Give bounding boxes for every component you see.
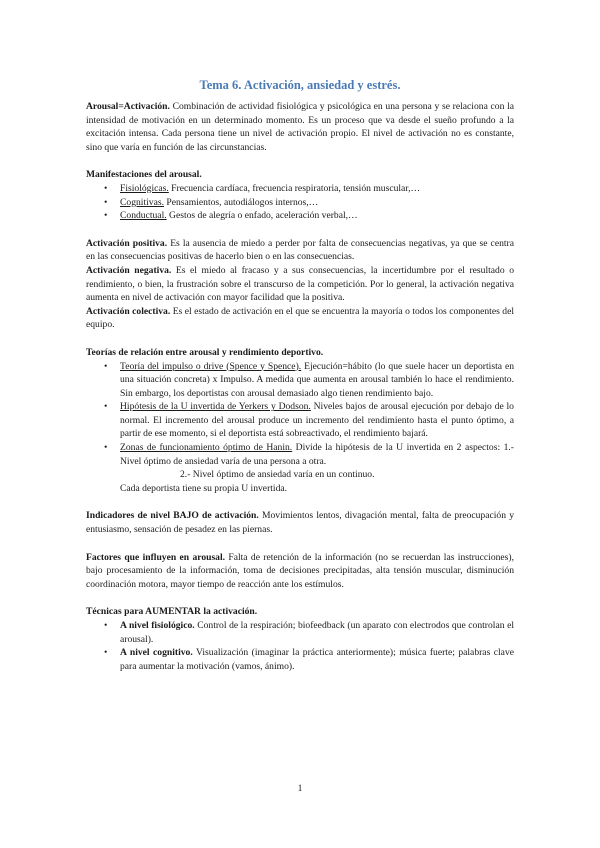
arousal-paragraph bbox=[86, 100, 514, 154]
activacion-positiva-paragraph: Activación positiva. Es la ausencia de miedo a perder por falta de consecuencias negativas, ya que se centra en las consecuencias positivas de hacerlo bien o en las consecuencias. bbox=[86, 237, 514, 263]
bullet-icon: • bbox=[104, 647, 108, 659]
list-item: • Teoría del impulso o drive (Spence y Spence). Ejecución=hábito (lo que suele hacer un deportista en una situación concreta) x Impulso. A medida que aumenta en arousal también lo hace el rendimiento. Sin embargo, los deportistas con arousal demasiado algo tienen rendimiento bajo. bbox=[104, 360, 514, 399]
tecnicas-heading: Técnicas para AUMENTAR la activación. bbox=[86, 606, 258, 618]
list-item: • Zonas de funcionamiento óptimo de Hanin. Divide la hipótesis de la U invertida en 2 aspectos: 1.- Nivel óptimo de ansiedad varía de una persona a otra. bbox=[104, 442, 514, 467]
indicadores-paragraph: Indicadores de nivel BAJO de activación. Movimientos lentos, divagación mental, falta de preocupación y entusiasmo, sensación de pesadez en las piernas. bbox=[86, 510, 514, 536]
arousal-term: Arousal=Activación. bbox=[86, 101, 170, 112]
activacion-negativa-paragraph: Activación negativa. Es el miedo al fracaso y a sus consecuencias, la incertidumbre por el resultado o rendimiento, o bien, la frustración sobre el transcurso de la competición. Por lo general, la activación negativa aumenta en nivel de activación con mayor facilidad que la positiva. bbox=[86, 264, 514, 304]
factores-paragraph: Factores que influyen en arousal. Falta de retención de la información (no se recuerdan las instrucciones), bajo procesamiento de la información, toma de decisiones precipitadas, alta tensión muscular, disminución coordinación motora, mayor tiempo de reacción ante los estímulos. bbox=[86, 551, 514, 590]
arousal-text: Combinación de actividad fisiológica y psicológica en una persona y se relaciona con la intensidad de motivación en un determinado momento. Es un proceso que va desde el sueño profundo a la excitación intensa. Cada persona tiene un nivel de activación propio. El nivel de activación no es constante, sino que varía en función de las circunstancias. bbox=[86, 101, 514, 153]
page-number: 1 bbox=[297, 783, 303, 794]
bullet-icon: • bbox=[104, 401, 108, 413]
hanin-aspect-2: 2.- Nivel óptimo de ansiedad varía en un continuo. bbox=[180, 469, 375, 481]
list-item: • Fisiológicas. Frecuencia cardíaca, frecuencia respiratoria, tensión muscular,… bbox=[104, 182, 421, 194]
activacion-colectiva-paragraph: Activación colectiva. Es el estado de activación en el que se encuentra la mayoría o todos los componentes del equipo. bbox=[86, 305, 514, 331]
bullet-icon: • bbox=[104, 210, 108, 222]
list-item: • Cognitivas. Pensamientos, autodiálogos internos,… bbox=[104, 196, 319, 208]
bullet-icon: • bbox=[104, 620, 108, 631]
bullet-icon: • bbox=[104, 182, 108, 194]
bullet-icon: • bbox=[104, 360, 108, 372]
manifestaciones-list bbox=[86, 182, 514, 223]
list-item: • Hipótesis de la U invertida de Yerkers y Dodson. Niveles bajos de arousal ejecución por debajo de lo normal. El incremento del arousal produce un incremento del rendimiento hasta el punto óptimo, a partir de ese momento, si el deportista está sobreactivado, el rendimiento bajará. bbox=[104, 401, 514, 440]
list-item: • A nivel fisiológico. Control de la respiración; biofeedback (un aparato con electrodos que controlan el arousal). bbox=[104, 620, 514, 645]
bullet-icon: • bbox=[104, 442, 108, 454]
teorias-list bbox=[86, 360, 514, 469]
list-item: • A nivel cognitivo. Visualización (imaginar la práctica anteriormente); música fuerte; palabras clave para aumentar la motivación (vamos, ánimo). bbox=[104, 647, 514, 672]
bullet-icon: • bbox=[104, 196, 108, 208]
list-item: • Conductual. Gestos de alegría o enfado, aceleración verbal,… bbox=[104, 210, 358, 222]
manifestaciones-heading: Manifestaciones del arousal. bbox=[86, 169, 202, 181]
teorias-heading: Teorías de relación entre arousal y rendimiento deportivo. bbox=[86, 346, 324, 358]
tecnicas-list bbox=[86, 619, 514, 673]
hanin-note: Cada deportista tiene su propia U invertida. bbox=[120, 482, 288, 494]
document-title: Tema 6. Activación, ansiedad y estrés. bbox=[199, 78, 401, 92]
